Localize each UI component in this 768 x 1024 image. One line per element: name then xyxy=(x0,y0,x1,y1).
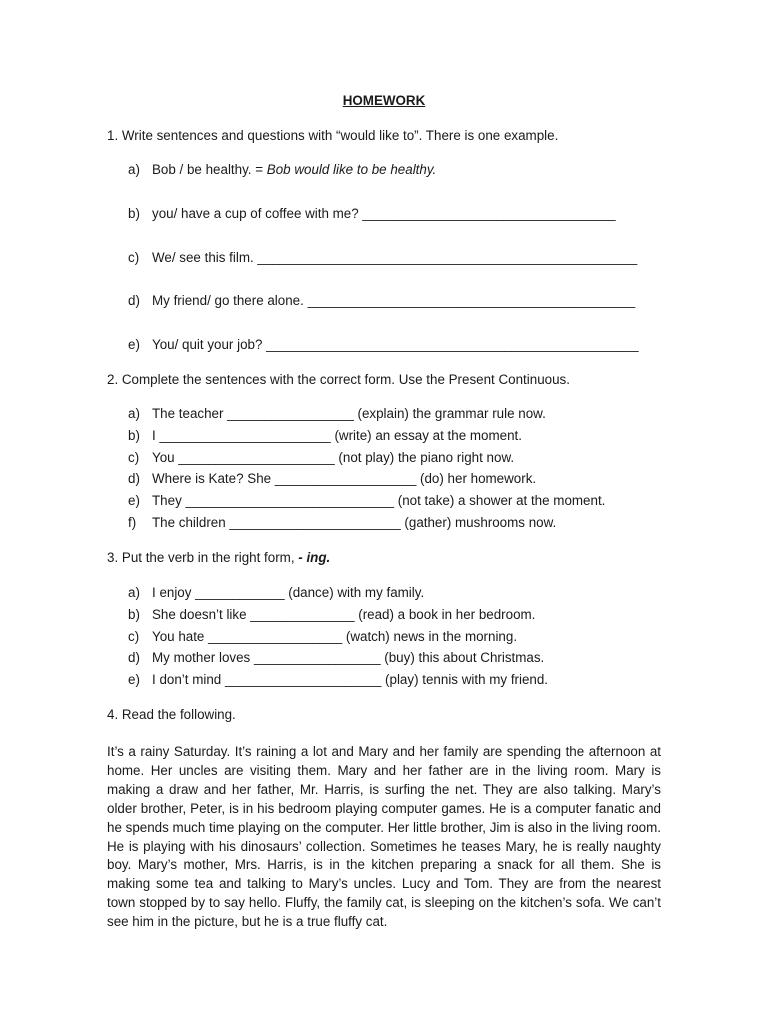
item-label: d) xyxy=(128,650,140,665)
item-label: e) xyxy=(128,672,140,687)
section1-item-c xyxy=(128,249,637,267)
section2-item-c xyxy=(128,449,514,467)
section4-instruction: 4. Read the following. xyxy=(107,707,236,722)
reading-paragraph: It’s a rainy Saturday. It’s raining a lot and Mary and her family are spending the afternoon at home. Her uncles are visiting them. Mary and her father are in the living room. Mary is making a draw and her father, Mr. Harris, is surfing the net. They are also talking. Mary’s older brother, Peter, is in his bedroom playing computer games. He is a computer fanatic and he spends much time playing on the computer. Her little brother, Jim is also in the living room. He is playing with his dinosaurs’ collection. Sometimes he teases Mary, he is really naughty boy. Mary’s mother, Mrs. Harris, is in the kitchen preparing a snack for all them. She is making some tea and talking to Mary’s uncles. Lucy and Tom. They are from the nearest town stopped by to say hello. Fluffy, the family cat, is sleeping on the kitchen’s sofa. We can’t see him in the picture, but he is a true fluffy cat. xyxy=(107,744,661,930)
section1-item-e xyxy=(128,336,639,354)
item-label: a) xyxy=(128,406,140,421)
section3-item-c xyxy=(128,628,517,646)
section2-item-f xyxy=(128,514,556,532)
item-label: e) xyxy=(128,493,140,508)
section3-item-e xyxy=(128,671,548,689)
item-label: b) xyxy=(128,206,140,221)
section2-item-a xyxy=(128,405,546,423)
item-label: c) xyxy=(128,629,140,644)
item-text: Where is Kate? She ___________________ (do) her homework. xyxy=(152,471,537,486)
item-text: My friend/ go there alone. ____________________________________________ xyxy=(152,293,636,308)
section3-item-d xyxy=(128,649,544,667)
item-label: d) xyxy=(128,471,140,486)
page-title: HOMEWORK xyxy=(342,93,426,108)
instruction-emphasis: - ing. xyxy=(298,550,331,565)
item-text: I _______________________ (write) an essay at the moment. xyxy=(152,428,522,443)
item-text: I don’t mind _____________________ (play) tennis with my friend. xyxy=(152,672,549,687)
item-text: You/ quit your job? __________________________________________________ xyxy=(152,337,639,352)
section2-instruction: 2. Complete the sentences with the correct form. Use the Present Continuous. xyxy=(107,372,570,387)
item-text: They ____________________________ (not take) a shower at the moment. xyxy=(152,493,606,508)
section2-item-d xyxy=(128,470,536,488)
item-label: a) xyxy=(128,162,140,177)
item-text: I enjoy ____________ (dance) with my family. xyxy=(152,585,425,600)
section1-item-a xyxy=(128,161,436,179)
item-prefix: Bob / be healthy. = xyxy=(152,162,267,177)
item-label: d) xyxy=(128,293,140,308)
section1-instruction: 1. Write sentences and questions with “would like to”. There is one example. xyxy=(107,128,559,143)
section2-item-b xyxy=(128,427,522,445)
item-label: f) xyxy=(128,515,137,530)
item-label: a) xyxy=(128,585,140,600)
section3-item-b xyxy=(128,606,535,624)
item-text: My mother loves _________________ (buy) this about Christmas. xyxy=(152,650,545,665)
instruction-text: 3. Put the verb in the right form, xyxy=(107,550,299,565)
item-text: you/ have a cup of coffee with me? __________________________________ xyxy=(152,206,616,221)
section3-item-a xyxy=(128,584,424,602)
example-answer: Bob would like to be healthy. xyxy=(266,162,437,177)
item-label: b) xyxy=(128,428,140,443)
item-label: e) xyxy=(128,337,140,352)
item-text: She doesn’t like ______________ (read) a book in her bedroom. xyxy=(152,607,536,622)
section1-item-b xyxy=(128,205,616,223)
section2-item-e xyxy=(128,492,605,510)
item-text: We/ see this film. ___________________________________________________ xyxy=(152,250,638,265)
section1-item-d xyxy=(128,292,635,310)
item-label: c) xyxy=(128,250,140,265)
item-label: b) xyxy=(128,607,140,622)
section3-instruction xyxy=(107,549,330,567)
item-label: c) xyxy=(128,450,140,465)
item-text: The children _______________________ (gather) mushrooms now. xyxy=(152,515,557,530)
item-text: The teacher _________________ (explain) the grammar rule now. xyxy=(152,406,546,421)
item-text: You _____________________ (not play) the piano right now. xyxy=(152,450,515,465)
item-text: You hate __________________ (watch) news in the morning. xyxy=(152,629,518,644)
